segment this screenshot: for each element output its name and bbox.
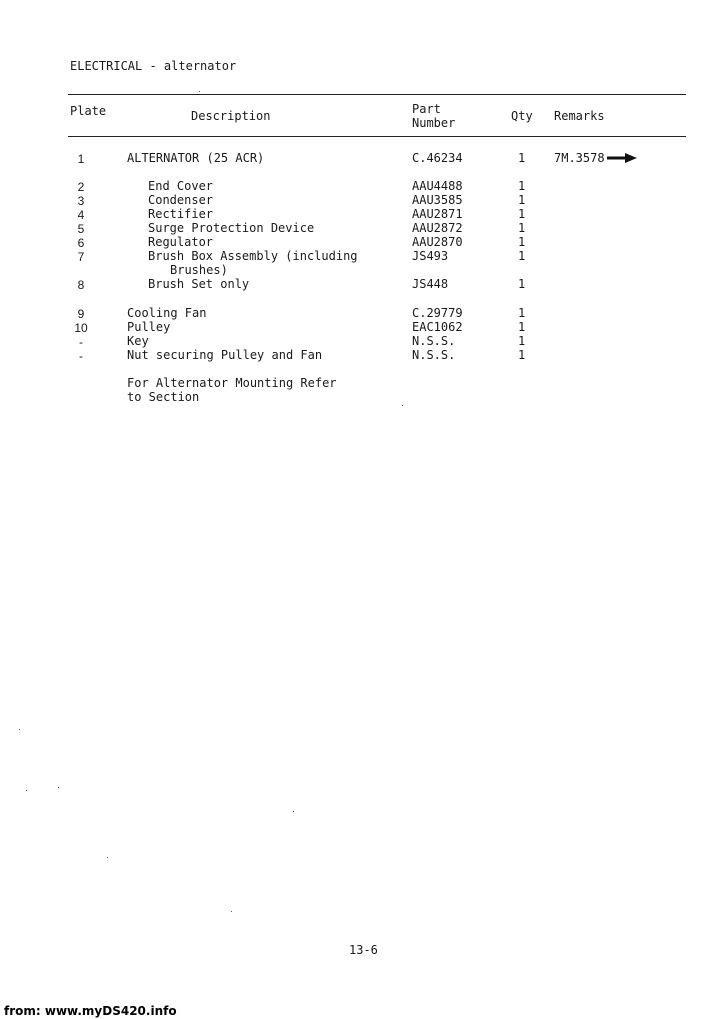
part-number: N.S.S. [412, 334, 456, 348]
scan-speck [231, 911, 232, 912]
right-arrow-icon [607, 152, 637, 166]
description: Surge Protection Device [148, 221, 315, 235]
description: Cooling Fan [127, 306, 207, 320]
header-description: Description [191, 109, 271, 123]
plate-number: - [79, 349, 83, 363]
mounting-note-line1: For Alternator Mounting Refer [127, 376, 337, 390]
part-number: C.29779 [412, 306, 463, 320]
part-number: N.S.S. [412, 348, 456, 362]
scan-speck [19, 729, 20, 730]
qty: 1 [518, 348, 526, 362]
header-part-line2: Number [412, 116, 456, 130]
part-number: EAC1062 [412, 320, 463, 334]
description: Brush Set only [148, 277, 250, 291]
plate-number: 4 [77, 208, 85, 222]
qty: 1 [518, 221, 526, 235]
part-number: AAU3585 [412, 193, 463, 207]
description: Regulator [148, 235, 214, 249]
plate-number: 1 [77, 152, 85, 166]
table-header-rule [68, 136, 686, 137]
description: Rectifier [148, 207, 214, 221]
plate-number: 7 [77, 250, 85, 264]
plate-number: 8 [77, 278, 85, 292]
part-number: AAU4488 [412, 179, 463, 193]
header-plate: Plate [70, 104, 107, 118]
part-number: JS448 [412, 277, 449, 291]
remarks-text: 7M.3578 [554, 151, 605, 165]
plate-number: 2 [77, 180, 85, 194]
description-continued: Brushes) [170, 263, 228, 277]
description: ALTERNATOR (25 ACR) [127, 151, 265, 165]
qty: 1 [518, 235, 526, 249]
section-title: ELECTRICAL - alternator [70, 59, 237, 73]
qty: 1 [518, 249, 526, 263]
header-qty: Qty [511, 109, 533, 123]
qty: 1 [518, 306, 526, 320]
header-part-line1: Part [412, 102, 441, 116]
qty: 1 [518, 151, 526, 165]
scan-speck [199, 91, 200, 92]
scan-speck [26, 790, 27, 791]
description: Nut securing Pulley and Fan [127, 348, 323, 362]
description: Condenser [148, 193, 214, 207]
part-number: AAU2870 [412, 235, 463, 249]
plate-number: 9 [77, 307, 85, 321]
plate-number: - [79, 335, 83, 349]
scan-speck [107, 857, 108, 858]
qty: 1 [518, 334, 526, 348]
description: End Cover [148, 179, 214, 193]
plate-number: 5 [77, 222, 85, 236]
footer-source: from: www.myDS420.info [4, 1004, 177, 1018]
scan-speck [58, 787, 59, 788]
qty: 1 [518, 207, 526, 221]
qty: 1 [518, 179, 526, 193]
remarks [554, 151, 637, 166]
plate-number: 3 [77, 194, 85, 208]
part-number: C.46234 [412, 151, 463, 165]
plate-number: 6 [77, 236, 85, 250]
scan-speck [293, 811, 294, 812]
qty: 1 [518, 277, 526, 291]
part-number: JS493 [412, 249, 449, 263]
description: Pulley [127, 320, 171, 334]
part-number: AAU2871 [412, 207, 463, 221]
mounting-note-line2: to Section [127, 390, 200, 404]
description: Brush Box Assembly (including [148, 249, 358, 263]
description: Key [127, 334, 149, 348]
scan-speck [402, 405, 403, 406]
header-remarks: Remarks [554, 109, 605, 123]
table-top-rule [68, 94, 686, 95]
page-number: 13-6 [349, 943, 378, 957]
plate-number: 10 [74, 321, 88, 335]
qty: 1 [518, 193, 526, 207]
qty: 1 [518, 320, 526, 334]
part-number: AAU2872 [412, 221, 463, 235]
